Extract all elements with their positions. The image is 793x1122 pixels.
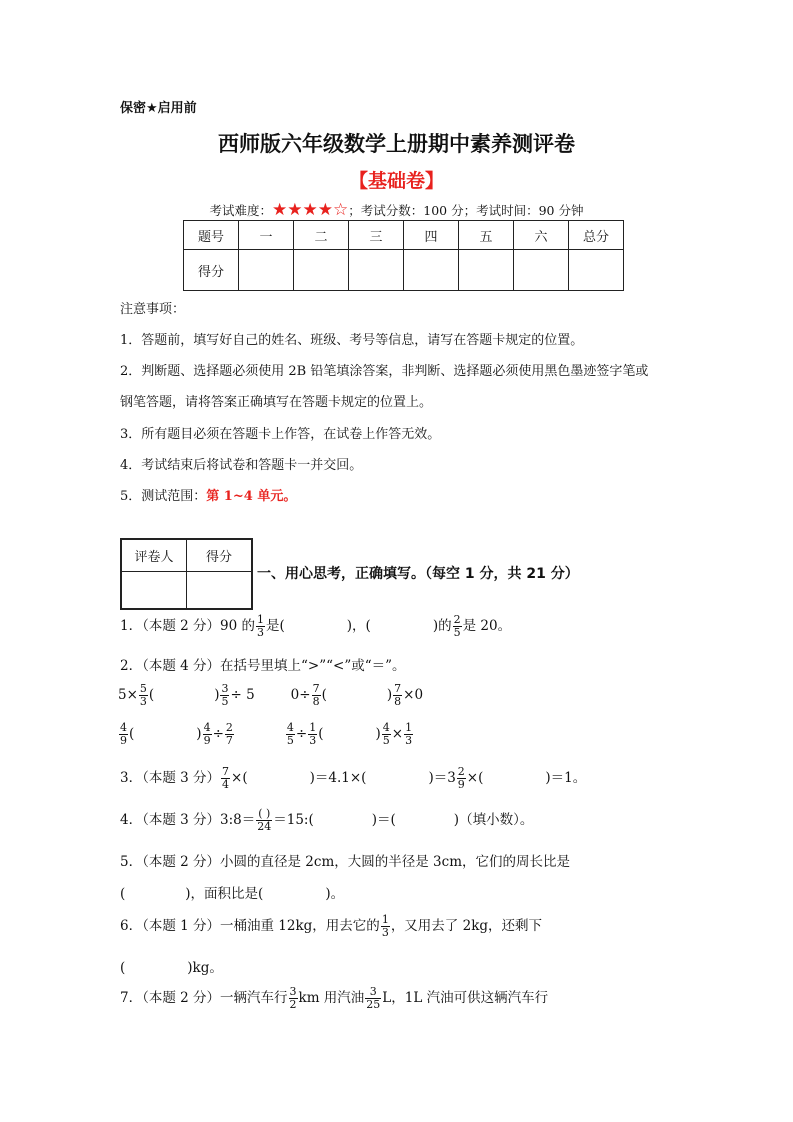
question-2-row-2: $\frac{4}{9}$ ( ) $\frac{4}{9}$ ÷ $\frac{2}{7}$ $\frac{4}{5}$ ÷ $\frac{1}{3}$ ( ) $\frac{4}{5}$ × $\frac{1}{3}$ bbox=[120, 721, 413, 747]
note-item: 2．判断题、选择题必须使用 2B 铅笔填涂答案，非判断、选择题必须使用黑色墨迹签字笔或 bbox=[120, 364, 649, 379]
question-3: 3．（本题 3 分） $\frac{7}{4}$ ×( )＝4.1×( )＝3 $\frac{2}{9}$ ×( )＝1。 bbox=[120, 765, 587, 791]
q1-text: )的 bbox=[432, 618, 452, 634]
score-cell[interactable] bbox=[404, 250, 459, 291]
question-6: 6．（本题 1 分）一桶油重 12kg，用去它的 $\frac{1}{3}$ ，又用去了 2kg，还剩下 bbox=[120, 913, 543, 939]
question-5-line-2: ( )，面积比是( )。 bbox=[120, 886, 345, 902]
score-row-label: 得分 bbox=[184, 250, 239, 291]
fraction: $\frac{1}{3}$ bbox=[256, 613, 264, 639]
star-empty-icon: ☆ bbox=[333, 200, 349, 220]
note-item bbox=[120, 485, 296, 504]
score-cell[interactable] bbox=[294, 250, 349, 291]
score-cell[interactable] bbox=[349, 250, 404, 291]
page-title: 西师版六年级数学上册期中素养测评卷 bbox=[218, 132, 575, 156]
note-item: 钢笔答题，请将答案正确填写在答题卡规定的位置上。 bbox=[120, 395, 433, 410]
fraction: $\frac{2}{5}$ bbox=[453, 613, 461, 639]
score-header-cell: 五 bbox=[459, 221, 514, 250]
note-item: 3．所有题目必须在答题卡上作答，在试卷上作答无效。 bbox=[120, 427, 441, 442]
q1-text: 是 20。 bbox=[462, 618, 512, 634]
question-2: 2．（本题 4 分）在括号里填上“>”“<”或“＝”。 bbox=[120, 658, 406, 674]
star-filled-icon: ★ bbox=[317, 200, 334, 220]
confidential-mark: 保密★启用前 bbox=[120, 101, 197, 116]
grader-score-cell[interactable] bbox=[187, 572, 253, 610]
grader-cell[interactable] bbox=[121, 572, 187, 610]
score-cell[interactable] bbox=[569, 250, 624, 291]
question-2-row-1: 5× $\frac{5}{3}$ ( ) $\frac{3}{5}$ ÷ 5 0÷ $\frac{7}{8}$ ( ) $\frac{7}{8}$ ×0 bbox=[118, 682, 424, 708]
question-7: 7．（本题 2 分）一辆汽车行 $\frac{3}{2}$ km 用汽油 $\frac{3}{25}$ L，1L 汽油可供这辆汽车行 bbox=[120, 985, 549, 1011]
grader-score-label: 得分 bbox=[187, 539, 253, 572]
score-table bbox=[183, 220, 624, 291]
q1-text: 是( bbox=[265, 618, 285, 634]
star-filled-icon: ★ bbox=[302, 200, 318, 220]
score-header-cell: 二 bbox=[294, 221, 349, 250]
score-cell[interactable] bbox=[459, 250, 514, 291]
q1-text: )，( bbox=[346, 618, 371, 634]
score-header-cell: 四 bbox=[404, 221, 459, 250]
question-4: 4．（本题 3 分）3:8＝ $\frac{( )}{24}$ ＝15:( )＝( )（填小数）。 bbox=[120, 807, 534, 833]
grader-table bbox=[120, 538, 253, 610]
grader-label: 评卷人 bbox=[121, 539, 187, 572]
score-header-cell: 一 bbox=[239, 221, 294, 250]
question-5: 5．（本题 2 分）小圆的直径是 2cm，大圆的半径是 3cm，它们的周长比是 bbox=[120, 854, 570, 870]
question-6-line-2: ( )kg。 bbox=[120, 960, 223, 976]
score-header-cell: 题号 bbox=[184, 221, 239, 250]
star-filled-icon: ★ bbox=[287, 200, 303, 220]
page-subtitle: 【基础卷】 bbox=[348, 170, 444, 192]
score-table-header-row bbox=[184, 221, 624, 250]
score-header-cell: 六 bbox=[514, 221, 569, 250]
score-cell[interactable] bbox=[239, 250, 294, 291]
notes-title: 注意事项： bbox=[120, 302, 186, 317]
note-item: 1．答题前，填写好自己的姓名、班级、考号等信息，请写在答题卡规定的位置。 bbox=[120, 333, 584, 348]
score-cell[interactable] bbox=[514, 250, 569, 291]
q1-text: 1．（本题 2 分）90 的 bbox=[120, 618, 255, 634]
score-info: ；考试分数：100 分；考试时间：90 分钟 bbox=[348, 203, 584, 218]
exam-meta bbox=[0, 200, 793, 220]
score-header-cell: 总分 bbox=[569, 221, 624, 250]
difficulty-label: 考试难度： bbox=[209, 203, 273, 218]
section-1-title: 一、用心思考，正确填写。（每空 1 分，共 21 分） bbox=[257, 566, 579, 582]
score-table-score-row bbox=[184, 250, 624, 291]
score-header-cell: 三 bbox=[349, 221, 404, 250]
note-item: 4．考试结束后将试卷和答题卡一并交回。 bbox=[120, 458, 363, 473]
test-range: 第 1~4 单元。 bbox=[206, 489, 297, 504]
note-item-5-prefix: 5．测试范围： bbox=[120, 489, 207, 504]
difficulty-stars bbox=[272, 200, 349, 220]
question-1 bbox=[120, 614, 511, 639]
star-filled-icon: ★ bbox=[272, 200, 288, 220]
